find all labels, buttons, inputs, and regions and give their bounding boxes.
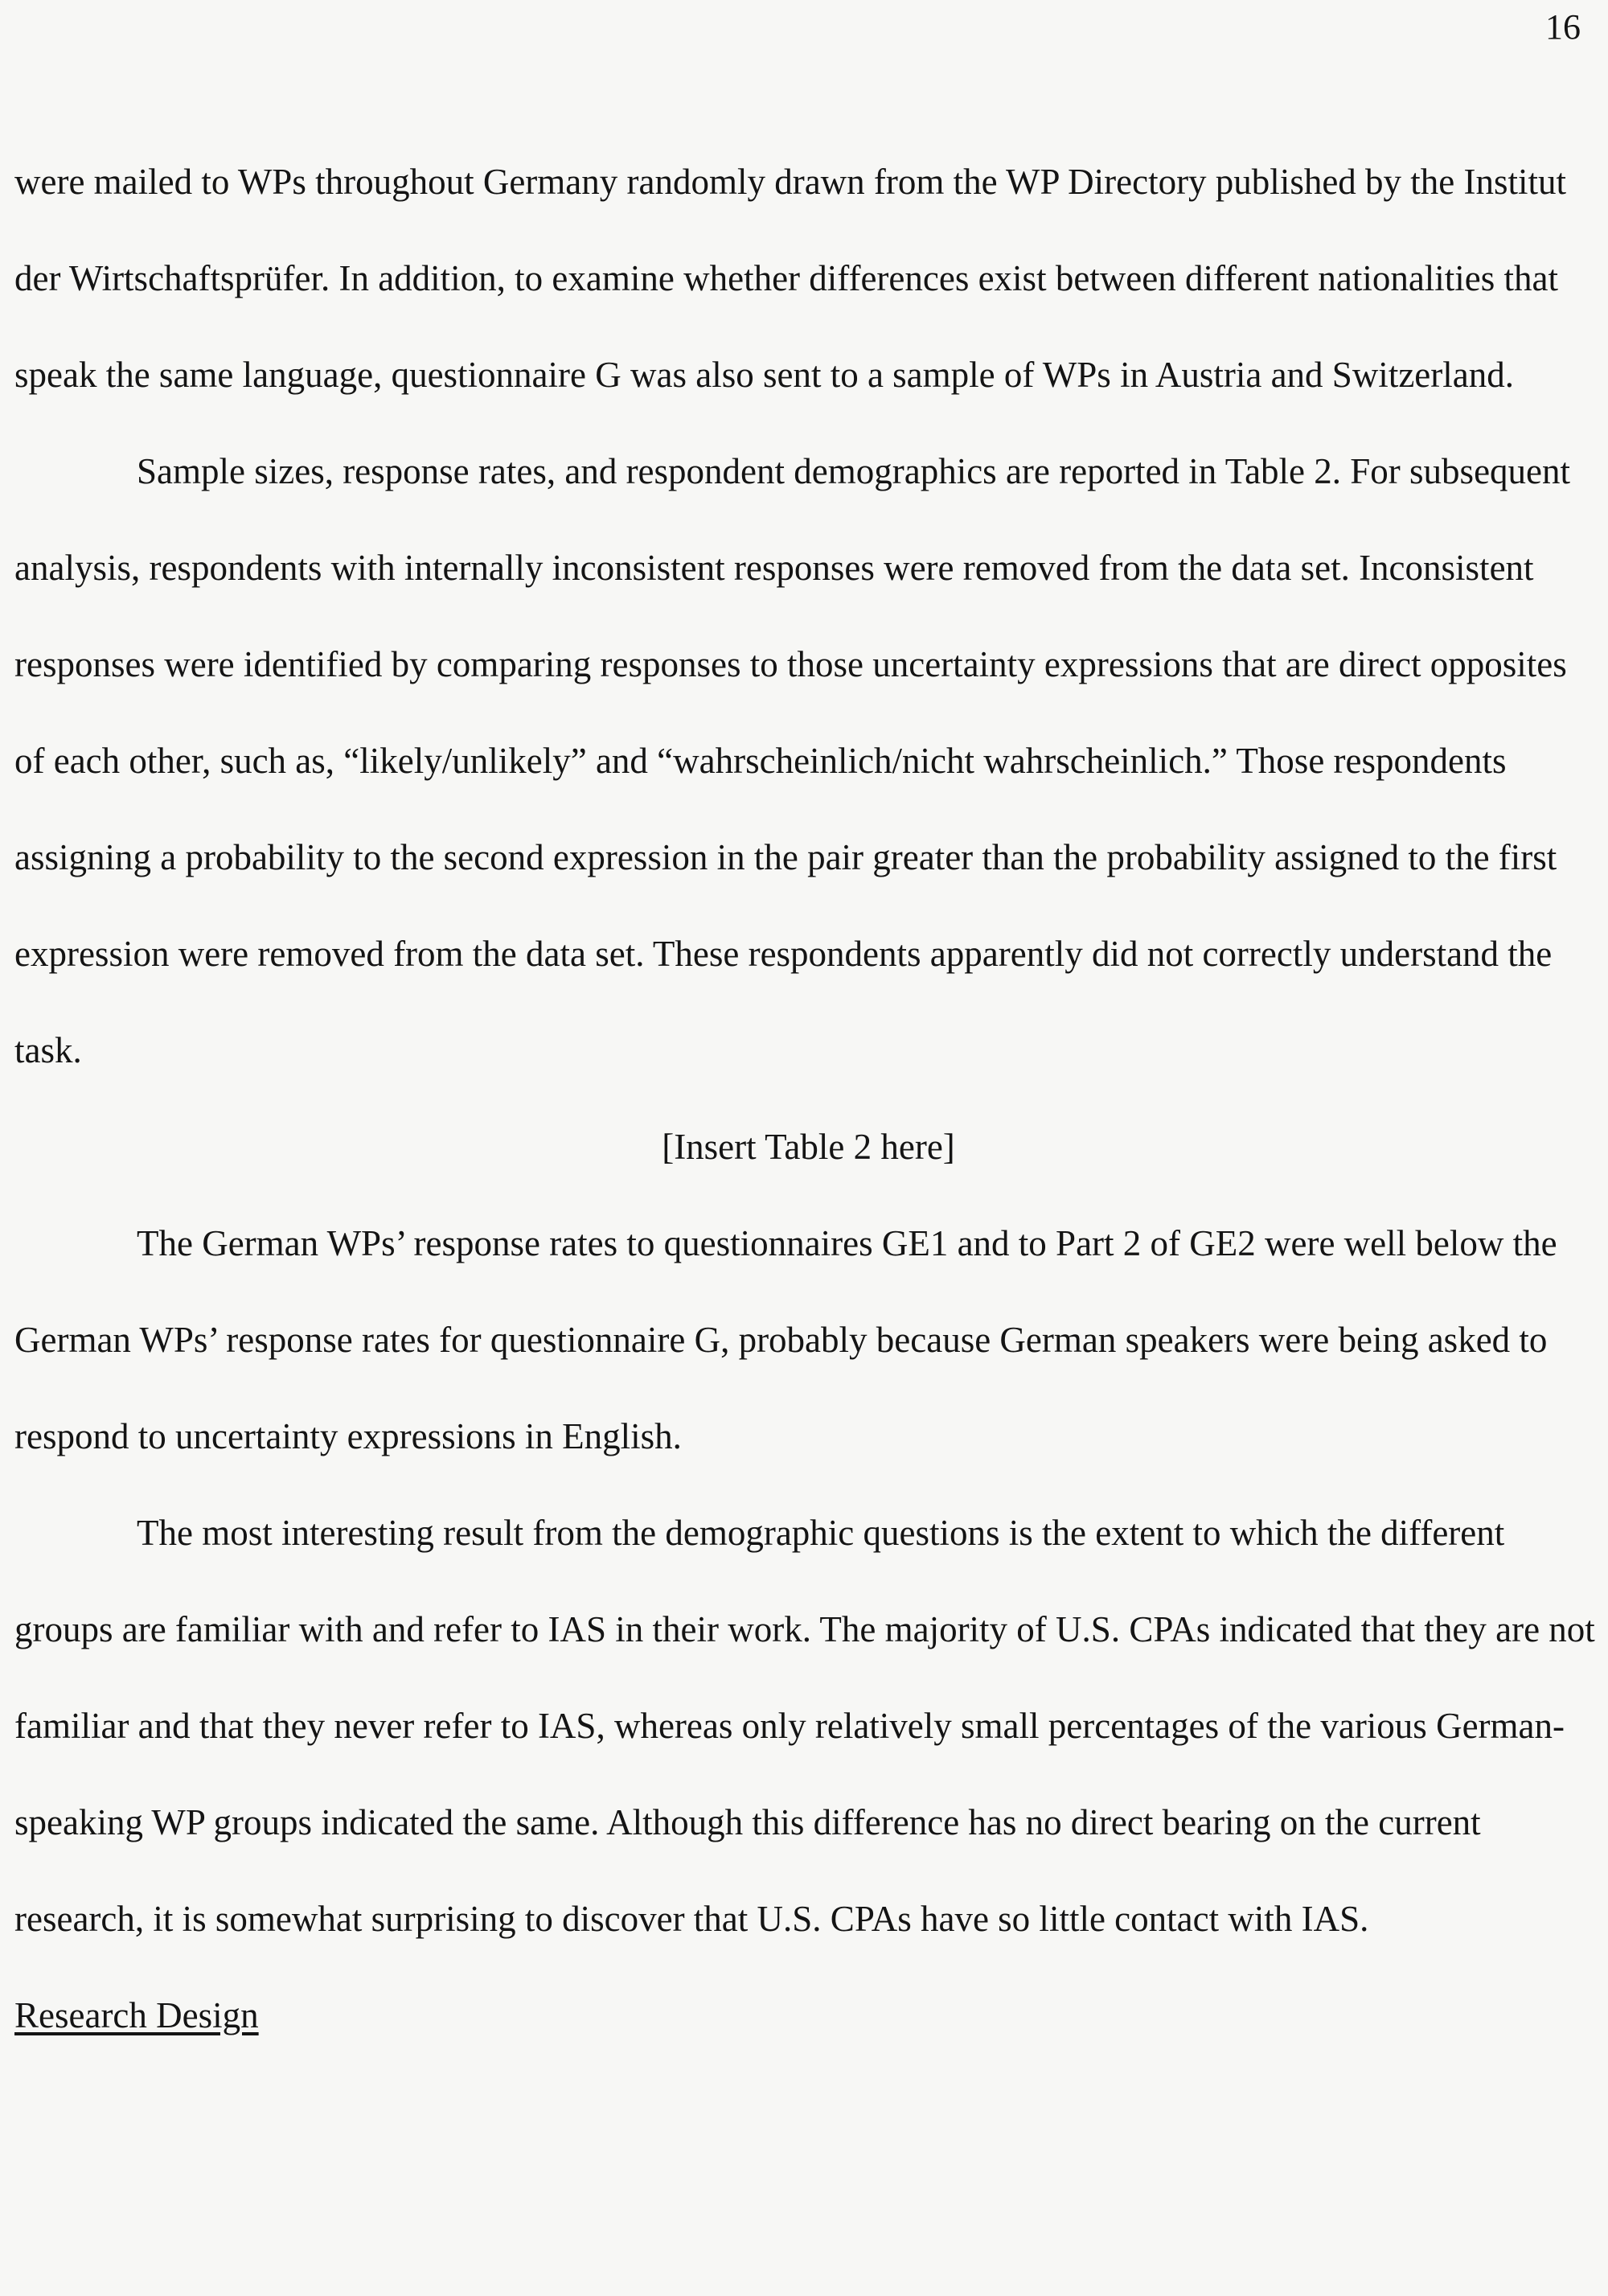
section-heading: Research Design [14,1995,259,2035]
paragraph-demographics: The most interesting result from the demographic questions is the extent to which the different groups are familiar with and refer to IAS in their work. The majority of U.S. CPAs indicated that they are not familiar and that they never refer to IAS, whereas only relatively small percentages of the various German-speaking WP groups indicated the same. Although this difference has no direct bearing on the current research, it is somewhat surprising to discover that U.S. CPAs have so little contact with IAS. [14,1513,1595,1939]
page-number: 16 [1545,7,1581,47]
paragraph-response-rates: The German WPs’ response rates to questionnaires GE1 and to Part 2 of GE2 were well below the German WPs’ response rates for questionnaire G, probably because German speakers were being asked to respond to uncertainty expressions in English. [14,1223,1557,1456]
body-text [14,133,1602,2064]
paragraph-sample-sizes: Sample sizes, response rates, and respondent demographics are reported in Table 2. For subsequent analysis, respondents with internally inconsistent responses were removed from the data set. Inconsistent responses were identified by comparing responses to those uncertainty expressions that are direct opposites of each other, such as, “likely/unlikely” and “wahrscheinlich/nicht wahrscheinlich.” Those respondents assigning a probability to the second expression in the pair greater than the probability assigned to the first expression were removed from the data set. These respondents apparently did not correctly understand the task. [14,451,1571,1070]
paragraph-continuation: were mailed to WPs throughout Germany randomly drawn from the WP Directory published by the Institut der Wirtschaftsprüfer. In addition, to examine whether differences exist between different nationalities that speak the same language, questionnaire G was also sent to a sample of WPs in Austria and Switzerland. [14,162,1567,395]
table-placeholder: [Insert Table 2 here] [662,1127,955,1167]
